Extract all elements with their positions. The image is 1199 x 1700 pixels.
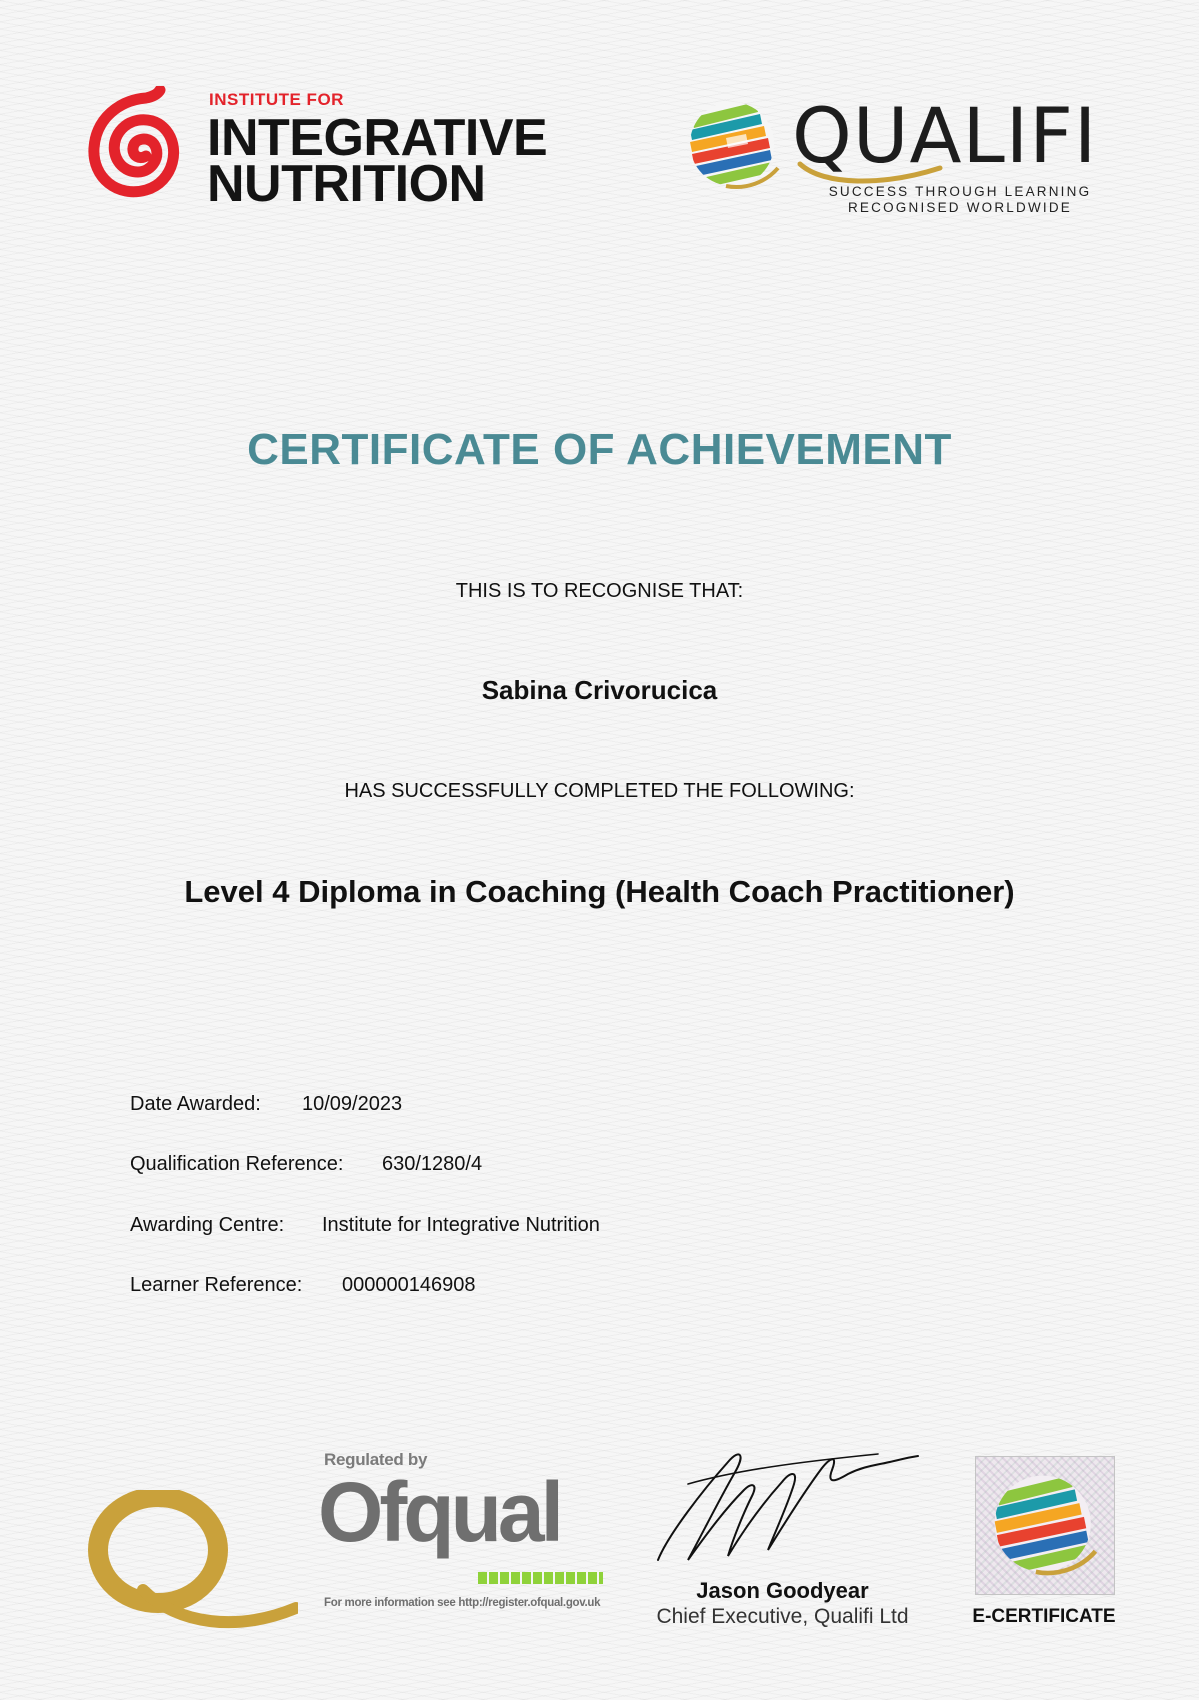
certificate-title: CERTIFICATE OF ACHIEVEMENT <box>247 425 952 474</box>
qualifi-wordmark: QUALIFI <box>792 91 1098 180</box>
ofqual-wordmark: Ofqual <box>318 1465 560 1559</box>
iin-logo-line-1: INTEGRATIVE <box>207 109 548 167</box>
completed-text: HAS SUCCESSFULLY COMPLETED THE FOLLOWING: <box>344 780 855 802</box>
awarding-centre-value: Institute for Integrative Nutrition <box>322 1214 600 1236</box>
ofqual-green-bar <box>478 1572 603 1584</box>
qualifi-logo <box>686 91 1106 223</box>
iin-logo <box>88 86 558 216</box>
qualification-title: Level 4 Diploma in Coaching (Health Coach Practitioner) <box>184 874 1015 909</box>
ecertificate-seal <box>975 1456 1115 1595</box>
signature-image <box>648 1440 928 1565</box>
awarding-centre-label: Awarding Centre: <box>130 1214 285 1236</box>
iin-logo-line-small: INSTITUTE FOR <box>209 90 344 109</box>
qualifi-globe-icon <box>990 1471 1100 1581</box>
ofqual-logo <box>318 1450 608 1620</box>
iin-logo-line-2: NUTRITION <box>207 155 486 213</box>
signatory-name: Jason Goodyear <box>696 1578 869 1603</box>
qualifi-q-icon <box>88 1490 298 1630</box>
learner-reference-label: Learner Reference: <box>130 1274 303 1296</box>
ofqual-info-link[interactable]: For more information see http://register.ofqual.gov.uk <box>324 1597 601 1609</box>
qualifi-tagline-1: SUCCESS THROUGH LEARNING <box>828 184 1092 199</box>
iin-spiral-icon <box>88 86 198 211</box>
qualifi-globe-icon <box>686 98 782 194</box>
date-awarded-value: 10/09/2023 <box>302 1093 403 1115</box>
learner-reference-value: 000000146908 <box>342 1274 476 1296</box>
date-awarded-label: Date Awarded: <box>130 1093 261 1115</box>
ofqual-regulated-by: Regulated by <box>324 1450 428 1469</box>
qualifi-tagline-2: RECOGNISED WORLDWIDE <box>847 200 1072 215</box>
learner-name: Sabina Crivorucica <box>481 675 718 705</box>
qualification-reference-value: 630/1280/4 <box>382 1153 483 1175</box>
signatory-title: Chief Executive, Qualifi Ltd <box>656 1605 909 1628</box>
qualification-reference-label: Qualification Reference: <box>130 1153 344 1175</box>
ecertificate-label: E-CERTIFICATE <box>972 1606 1116 1627</box>
recognise-text: THIS IS TO RECOGNISE THAT: <box>455 580 744 602</box>
